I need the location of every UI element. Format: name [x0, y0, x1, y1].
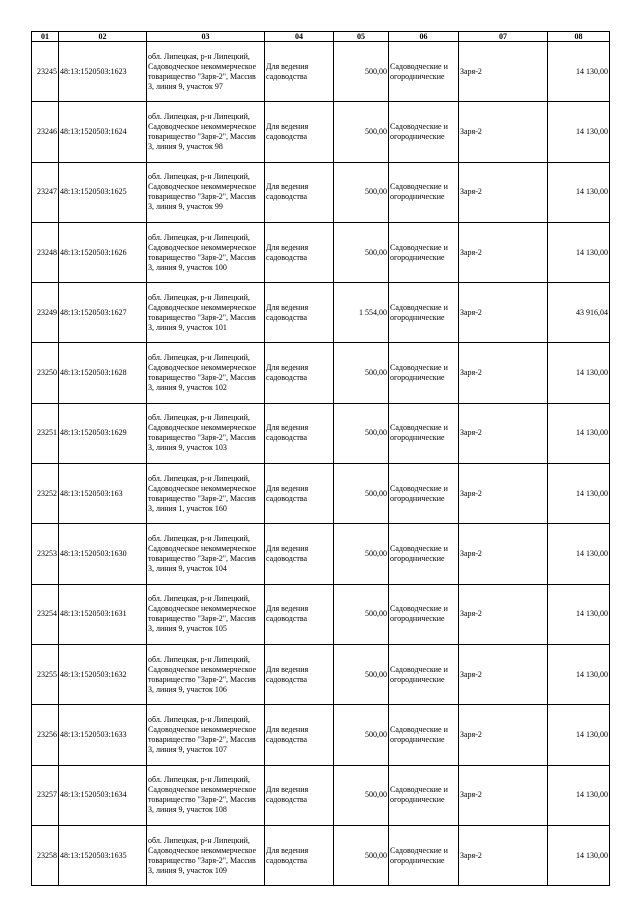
address-text: обл. Липецкая, р-н Липецкий, Садоводческое некоммерческое товарищество "Заря-2", Массив 3, линия 9, участок 97 [148, 51, 257, 91]
cadastral-number-cell: 48:13:1520503:1627 [59, 283, 147, 343]
purpose-cell: Для ведения садоводства [265, 464, 334, 524]
name-cell: Заря-2 [459, 222, 548, 282]
purpose-cell: Для ведения садоводства [265, 825, 334, 885]
table-row [32, 705, 610, 765]
category-cell: Садоводческие и огороднические [389, 42, 459, 102]
address-cell [147, 403, 265, 463]
address-cell [147, 524, 265, 584]
address-text: обл. Липецкая, р-н Липецкий, Садоводческое некоммерческое товарищество "Заря-2", Массив 3, линия 9, участок 99 [148, 172, 257, 212]
category-cell: Садоводческие и огороднические [389, 102, 459, 162]
address-cell [147, 584, 265, 644]
category-cell: Садоводческие и огороднические [389, 343, 459, 403]
address-text: обл. Липецкая, р-н Липецкий, Садоводческое некоммерческое товарищество "Заря-2", Массив 3, линия 9, участок 100 [148, 232, 257, 272]
name-cell: Заря-2 [459, 825, 548, 885]
address-cell [147, 464, 265, 524]
name-cell: Заря-2 [459, 283, 548, 343]
address-cell [147, 222, 265, 282]
address-text: обл. Липецкая, р-н Липецкий, Садоводческое некоммерческое товарищество "Заря-2", Массив 3, линия 9, участок 105 [148, 594, 257, 634]
table-row [32, 464, 610, 524]
row-number-cell: 23254 [32, 584, 59, 644]
purpose-cell: Для ведения садоводства [265, 222, 334, 282]
table-row [32, 644, 610, 704]
cadastral-number-cell: 48:13:1520503:1631 [59, 584, 147, 644]
name-cell: Заря-2 [459, 343, 548, 403]
name-cell: Заря-2 [459, 765, 548, 825]
purpose-cell: Для ведения садоводства [265, 403, 334, 463]
address-cell [147, 42, 265, 102]
address-text: обл. Липецкая, р-н Липецкий, Садоводческое некоммерческое товарищество "Заря-2", Массив 3, линия 9, участок 108 [148, 775, 257, 815]
table-row [32, 584, 610, 644]
area-cell: 500,00 [334, 403, 389, 463]
area-cell: 500,00 [334, 464, 389, 524]
table-row [32, 102, 610, 162]
value-cell: 14 130,00 [548, 825, 610, 885]
land-plots-table [31, 31, 610, 886]
purpose-cell: Для ведения садоводства [265, 524, 334, 584]
value-cell: 14 130,00 [548, 705, 610, 765]
name-cell: Заря-2 [459, 42, 548, 102]
category-cell: Садоводческие и огороднические [389, 283, 459, 343]
area-cell: 500,00 [334, 162, 389, 222]
value-cell: 14 130,00 [548, 102, 610, 162]
purpose-cell: Для ведения садоводства [265, 102, 334, 162]
purpose-cell: Для ведения садоводства [265, 42, 334, 102]
row-number-cell: 23253 [32, 524, 59, 584]
category-cell: Садоводческие и огороднические [389, 825, 459, 885]
row-number-cell: 23250 [32, 343, 59, 403]
category-cell: Садоводческие и огороднические [389, 765, 459, 825]
cadastral-number-cell: 48:13:1520503:1623 [59, 42, 147, 102]
name-cell: Заря-2 [459, 524, 548, 584]
value-cell: 14 130,00 [548, 765, 610, 825]
area-cell: 500,00 [334, 343, 389, 403]
address-cell [147, 343, 265, 403]
address-cell [147, 825, 265, 885]
purpose-cell: Для ведения садоводства [265, 584, 334, 644]
row-number-cell: 23258 [32, 825, 59, 885]
cadastral-number-cell: 48:13:1520503:1630 [59, 524, 147, 584]
address-text: обл. Липецкая, р-н Липецкий, Садоводческое некоммерческое товарищество "Заря-2", Массив 3, линия 1, участок 160 [148, 473, 257, 513]
area-cell: 500,00 [334, 102, 389, 162]
name-cell: Заря-2 [459, 403, 548, 463]
address-cell [147, 102, 265, 162]
header-cell: 07 [459, 32, 548, 42]
address-text: обл. Липецкая, р-н Липецкий, Садоводческое некоммерческое товарищество "Заря-2", Массив 3, линия 9, участок 103 [148, 413, 257, 453]
purpose-cell: Для ведения садоводства [265, 343, 334, 403]
purpose-cell: Для ведения садоводства [265, 765, 334, 825]
purpose-cell: Для ведения садоводства [265, 644, 334, 704]
name-cell: Заря-2 [459, 705, 548, 765]
cadastral-number-cell: 48:13:1520503:1634 [59, 765, 147, 825]
cadastral-number-cell: 48:13:1520503:1633 [59, 705, 147, 765]
area-cell: 1 554,00 [334, 283, 389, 343]
category-cell: Садоводческие и огороднические [389, 705, 459, 765]
cadastral-number-cell: 48:13:1520503:1626 [59, 222, 147, 282]
name-cell: Заря-2 [459, 102, 548, 162]
table-row [32, 222, 610, 282]
category-cell: Садоводческие и огороднические [389, 464, 459, 524]
row-number-cell: 23252 [32, 464, 59, 524]
category-cell: Садоводческие и огороднические [389, 162, 459, 222]
cadastral-number-cell: 48:13:1520503:1628 [59, 343, 147, 403]
table-row [32, 42, 610, 102]
row-number-cell: 23255 [32, 644, 59, 704]
address-text: обл. Липецкая, р-н Липецкий, Садоводческое некоммерческое товарищество "Заря-2", Массив 3, линия 9, участок 107 [148, 714, 257, 754]
table-body [32, 42, 610, 886]
purpose-cell: Для ведения садоводства [265, 162, 334, 222]
row-number-cell: 23251 [32, 403, 59, 463]
table-row [32, 162, 610, 222]
value-cell: 14 130,00 [548, 403, 610, 463]
area-cell: 500,00 [334, 644, 389, 704]
table-row [32, 283, 610, 343]
area-cell: 500,00 [334, 584, 389, 644]
cadastral-number-cell: 48:13:1520503:1635 [59, 825, 147, 885]
row-number-cell: 23256 [32, 705, 59, 765]
area-cell: 500,00 [334, 524, 389, 584]
name-cell: Заря-2 [459, 464, 548, 524]
row-number-cell: 23248 [32, 222, 59, 282]
row-number-cell: 23249 [32, 283, 59, 343]
row-number-cell: 23245 [32, 42, 59, 102]
area-cell: 500,00 [334, 705, 389, 765]
value-cell: 14 130,00 [548, 524, 610, 584]
name-cell: Заря-2 [459, 162, 548, 222]
address-text: обл. Липецкая, р-н Липецкий, Садоводческое некоммерческое товарищество "Заря-2", Массив 3, линия 9, участок 102 [148, 353, 257, 393]
purpose-cell: Для ведения садоводства [265, 705, 334, 765]
address-text: обл. Липецкая, р-н Липецкий, Садоводческое некоммерческое товарищество "Заря-2", Массив 3, линия 9, участок 109 [148, 835, 257, 875]
value-cell: 14 130,00 [548, 222, 610, 282]
table-row [32, 524, 610, 584]
row-number-cell: 23247 [32, 162, 59, 222]
area-cell: 500,00 [334, 765, 389, 825]
table-row [32, 825, 610, 885]
row-number-cell: 23246 [32, 102, 59, 162]
category-cell: Садоводческие и огороднические [389, 222, 459, 282]
area-cell: 500,00 [334, 222, 389, 282]
cadastral-number-cell: 48:13:1520503:1632 [59, 644, 147, 704]
address-cell [147, 765, 265, 825]
header-cell: 06 [389, 32, 459, 42]
category-cell: Садоводческие и огороднические [389, 403, 459, 463]
address-text: обл. Липецкая, р-н Липецкий, Садоводческое некоммерческое товарищество "Заря-2", Массив 3, линия 9, участок 98 [148, 111, 257, 151]
value-cell: 14 130,00 [548, 644, 610, 704]
header-cell: 03 [147, 32, 265, 42]
header-cell: 04 [265, 32, 334, 42]
purpose-cell: Для ведения садоводства [265, 283, 334, 343]
value-cell: 14 130,00 [548, 343, 610, 403]
value-cell: 14 130,00 [548, 162, 610, 222]
address-cell [147, 644, 265, 704]
address-cell [147, 162, 265, 222]
cadastral-number-cell: 48:13:1520503:1629 [59, 403, 147, 463]
cadastral-number-cell: 48:13:1520503:1625 [59, 162, 147, 222]
table-row [32, 765, 610, 825]
area-cell: 500,00 [334, 825, 389, 885]
name-cell: Заря-2 [459, 644, 548, 704]
address-cell [147, 705, 265, 765]
header-row [32, 32, 610, 42]
value-cell: 14 130,00 [548, 584, 610, 644]
area-cell: 500,00 [334, 42, 389, 102]
value-cell: 43 916,04 [548, 283, 610, 343]
row-number-cell: 23257 [32, 765, 59, 825]
value-cell: 14 130,00 [548, 464, 610, 524]
category-cell: Садоводческие и огороднические [389, 644, 459, 704]
cadastral-number-cell: 48:13:1520503:1624 [59, 102, 147, 162]
address-text: обл. Липецкая, р-н Липецкий, Садоводческое некоммерческое товарищество "Заря-2", Массив 3, линия 9, участок 101 [148, 292, 257, 332]
category-cell: Садоводческие и огороднические [389, 584, 459, 644]
header-cell: 05 [334, 32, 389, 42]
header-cell: 01 [32, 32, 59, 42]
header-cell: 08 [548, 32, 610, 42]
name-cell: Заря-2 [459, 584, 548, 644]
table-row [32, 343, 610, 403]
cadastral-number-cell: 48:13:1520503:163 [59, 464, 147, 524]
header-cell: 02 [59, 32, 147, 42]
value-cell: 14 130,00 [548, 42, 610, 102]
address-cell [147, 283, 265, 343]
category-cell: Садоводческие и огороднические [389, 524, 459, 584]
table-row [32, 403, 610, 463]
address-text: обл. Липецкая, р-н Липецкий, Садоводческое некоммерческое товарищество "Заря-2", Массив 3, линия 9, участок 106 [148, 654, 257, 694]
address-text: обл. Липецкая, р-н Липецкий, Садоводческое некоммерческое товарищество "Заря-2", Массив 3, линия 9, участок 104 [148, 534, 257, 574]
